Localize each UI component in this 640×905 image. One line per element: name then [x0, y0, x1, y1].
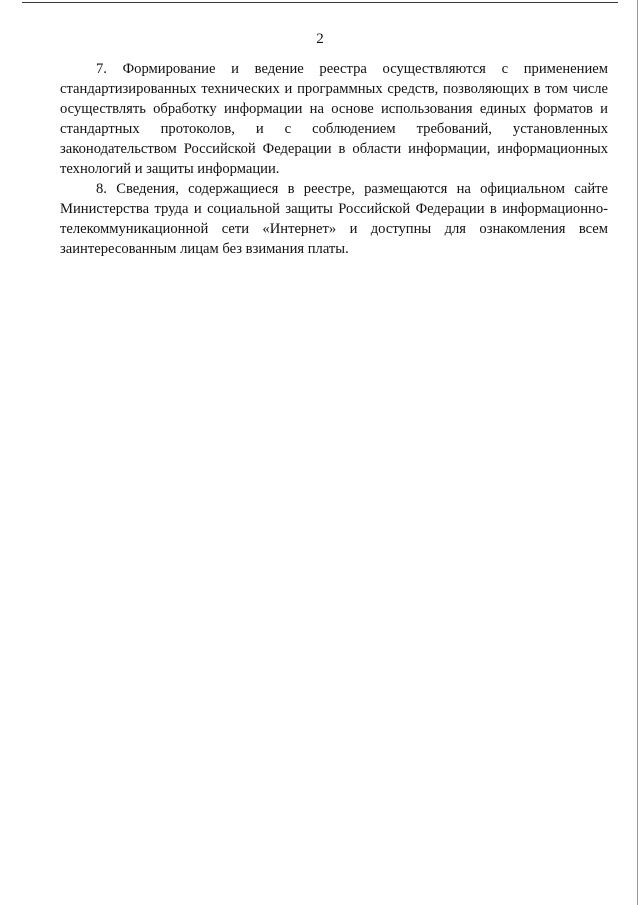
scan-right-edge: [637, 0, 638, 905]
paragraph-7: 7. Формирование и ведение реестра осуществляются с применением стандартизированных технических и программных средств, позволяющих в том числе осуществлять обработку информации на основе использования единых форматов и стандартных протоколов, и с соблюдением требований, установленных законодательством Российской Федерации в области информации, информационных технологий и защиты информации.: [60, 61, 608, 177]
paragraph-8: 8. Сведения, содержащиеся в реестре, размещаются на официальном сайте Министерства труда и социальной защиты Российской Федерации в информационно-телекоммуникационной сети «Интернет» и доступны для ознакомления всем заинтересованным лицам без взимания платы.: [60, 181, 608, 257]
document-body: [60, 59, 608, 259]
scan-top-edge: [22, 2, 618, 3]
page-number: 2: [316, 31, 324, 47]
